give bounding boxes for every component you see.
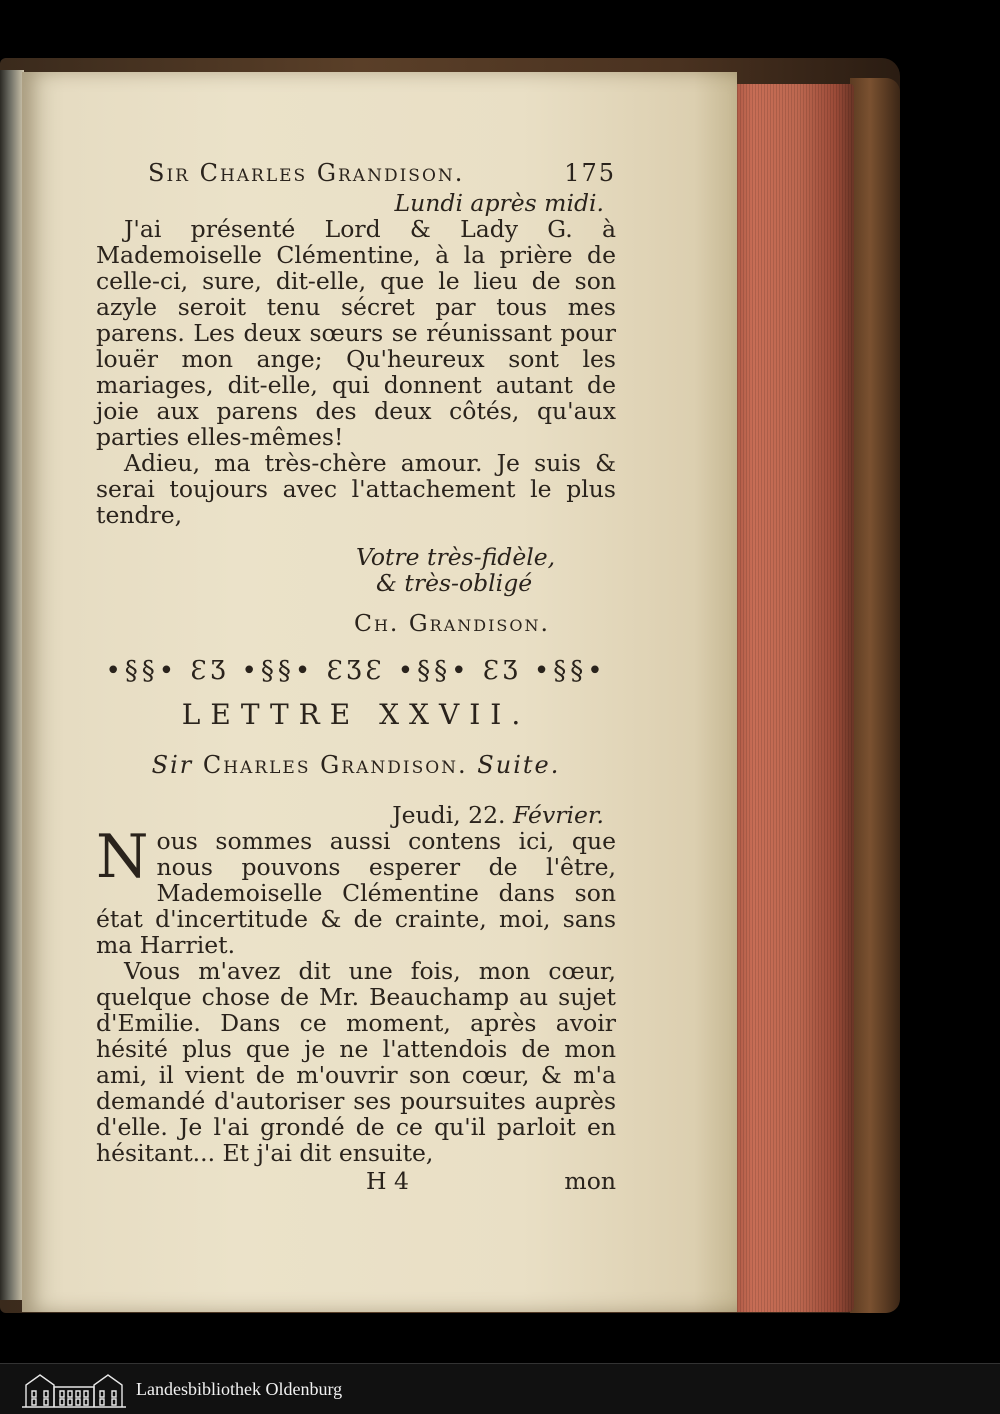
- page-footer-marks: [96, 1168, 616, 1194]
- letter-subtitle: [96, 752, 616, 778]
- page-number: 175: [564, 159, 616, 187]
- paragraph: Adieu, ma très-chère amour. Je suis & serai toujours avec l'attachement le plus tendre,: [96, 449, 616, 529]
- letter-title: LETTRE XXVII.: [181, 698, 531, 731]
- footer-label: Landesbibliothek Oldenburg: [136, 1378, 343, 1399]
- paragraph: [96, 822, 616, 959]
- signature: Ch. Grandison.: [354, 609, 550, 637]
- paragraph-text: ous sommes aussi contens ici, que nous pouvons esperer de l'être, Mademoiselle Clémentine dans son état d'incertitude & de crainte, moi, sans ma Harriet.: [96, 827, 616, 959]
- letter-date-day: Jeudi, 22.: [392, 801, 506, 829]
- closing-block: [356, 544, 616, 596]
- letter-date: [96, 802, 604, 828]
- letter-sub-name: Charles Grandison.: [202, 751, 468, 779]
- footer-bar: [0, 1363, 1000, 1414]
- facing-page-edge: [0, 70, 24, 1300]
- ornament-divider: •§§• ƐƷ •§§• ƐƷƐ •§§• ƐƷ •§§•: [105, 656, 607, 686]
- paragraph: J'ai présenté Lord & Lady G. à Mademoiselle Clémentine, à la prière de celle-ci, sure, dit-elle, que le lieu de son azyle seroit tenu sécret par tous mes parens. Les deux sœurs se réunissant pour louër mon ange; Qu'heureux sont les mariages, dit-elle, qui donnent autant de joie aux parens des deux côtés, qu'aux parties elles-mêmes!: [96, 215, 616, 451]
- page-fore-edge: [728, 84, 854, 1312]
- running-head: [148, 160, 616, 186]
- letter-sub-suffix: Suite.: [477, 751, 561, 779]
- running-head-title: Sir Charles Grandison.: [148, 159, 465, 187]
- page-text: [96, 160, 616, 1194]
- drop-cap: N: [96, 822, 149, 892]
- library-building-icon: [20, 1369, 128, 1409]
- closing-line: & très-obligé: [376, 569, 533, 597]
- book-spine: [850, 78, 900, 1313]
- signature-mark: H 4: [366, 1167, 409, 1195]
- dateline: Lundi après midi.: [394, 189, 604, 217]
- letter-date-month: Février.: [513, 801, 604, 829]
- catchword: mon: [564, 1167, 616, 1195]
- closing-line: Votre très-fidèle,: [356, 543, 556, 571]
- paragraph: Vous m'avez dit une fois, mon cœur, quelque chose de Mr. Beauchamp au sujet d'Emilie. Dans ce moment, après avoir hésité plus que je ne l'attendois de mon ami, il vient de m'ouvrir son cœur, & m'a demandé d'autoriser ses poursuites auprès d'elle. Je l'ai grondé de ce qu'il parloit en hésitant... Et j'ai dit ensuite,: [96, 957, 616, 1167]
- letter-sub-prefix: Sir: [151, 751, 194, 779]
